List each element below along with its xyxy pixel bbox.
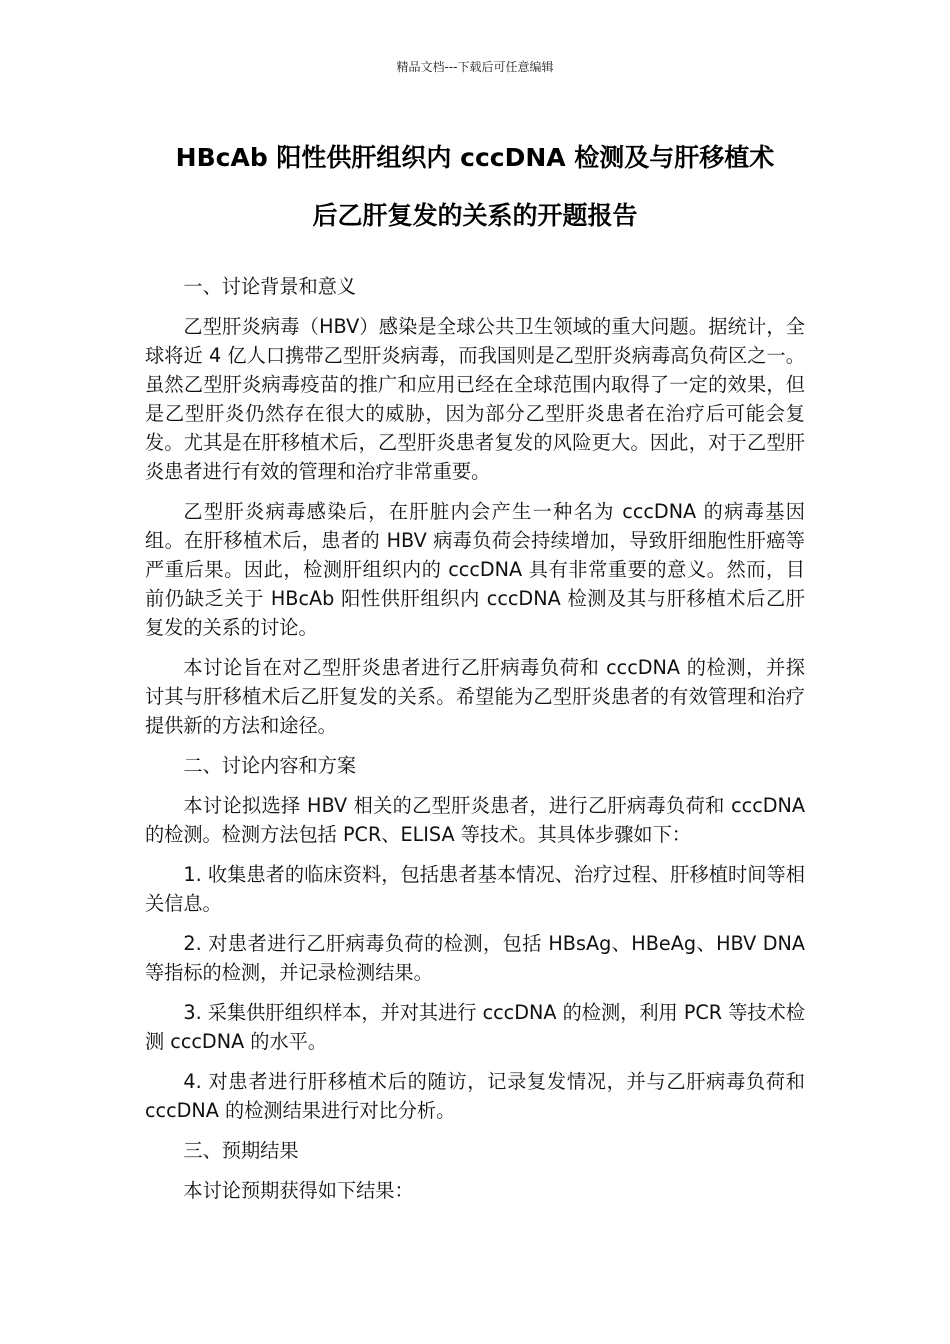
document-title-line-1: HBcAb 阳性供肝组织内 cccDNA 检测及与肝移植术 xyxy=(175,143,775,172)
paragraph-expected-intro: 本讨论预期获得如下结果： xyxy=(183,1179,414,1202)
step-item-2: 2. 对患者进行乙肝病毒负荷的检测，包括 HBsAg、HBeAg、HBV DNA 等指标的检测，并记录检测结果。 xyxy=(145,932,805,984)
header-note: 精品文档---下载后可任意编辑 xyxy=(396,60,554,74)
step-item-1: 1. 收集患者的临床资料，包括患者基本情况、治疗过程、肝移植时间等相关信息。 xyxy=(145,863,805,915)
section-heading-background: 一、讨论背景和意义 xyxy=(183,275,357,298)
step-item-3: 3. 采集供肝组织样本，并对其进行 cccDNA 的检测，利用 PCR 等技术检测 cccDNA 的水平。 xyxy=(145,1001,805,1053)
document-body xyxy=(145,272,805,1216)
section-heading-content: 二、讨论内容和方案 xyxy=(183,754,357,777)
step-item-4: 4. 对患者进行肝移植术后的随访，记录复发情况，并与乙肝病毒负荷和 cccDNA 的检测结果进行对比分析。 xyxy=(145,1070,805,1122)
document-title-line-2: 后乙肝复发的关系的开题报告 xyxy=(312,201,638,230)
paragraph-background-3: 本讨论旨在对乙型肝炎患者进行乙肝病毒负荷和 cccDNA 的检测，并探讨其与肝移植术后乙肝复发的关系。希望能为乙型肝炎患者的有效管理和治疗提供新的方法和途径。 xyxy=(145,656,805,737)
paragraph-content-intro: 本讨论拟选择 HBV 相关的乙型肝炎患者，进行乙肝病毒负荷和 cccDNA 的检测。检测方法包括 PCR、ELISA 等技术。其具体步骤如下： xyxy=(145,794,805,846)
paragraph-background-1: 乙型肝炎病毒（HBV）感染是全球公共卫生领域的重大问题。据统计，全球将近 4 亿人口携带乙型肝炎病毒，而我国则是乙型肝炎病毒高负荷区之一。虽然乙型肝炎病毒疫苗的推广和应用已经在全球范围内取得了一定的效果，但是乙型肝炎仍然存在很大的威胁，因为部分乙型肝炎患者在治疗后可能会复发。尤其是在肝移植术后，乙型肝炎患者复发的风险更大。因此，对于乙型肝炎患者进行有效的管理和治疗非常重要。 xyxy=(145,315,805,483)
section-heading-expected: 三、预期结果 xyxy=(183,1139,299,1162)
paragraph-background-2: 乙型肝炎病毒感染后，在肝脏内会产生一种名为 cccDNA 的病毒基因组。在肝移植术后，患者的 HBV 病毒负荷会持续增加，导致肝细胞性肝癌等严重后果。因此，检测肝组织内的 cccDNA 具有非常重要的意义。然而，目前仍缺乏关于 HBcAb 阳性供肝组织内 cccDNA 检测及其与肝移植术后乙肝复发的关系的讨论。 xyxy=(145,500,805,639)
